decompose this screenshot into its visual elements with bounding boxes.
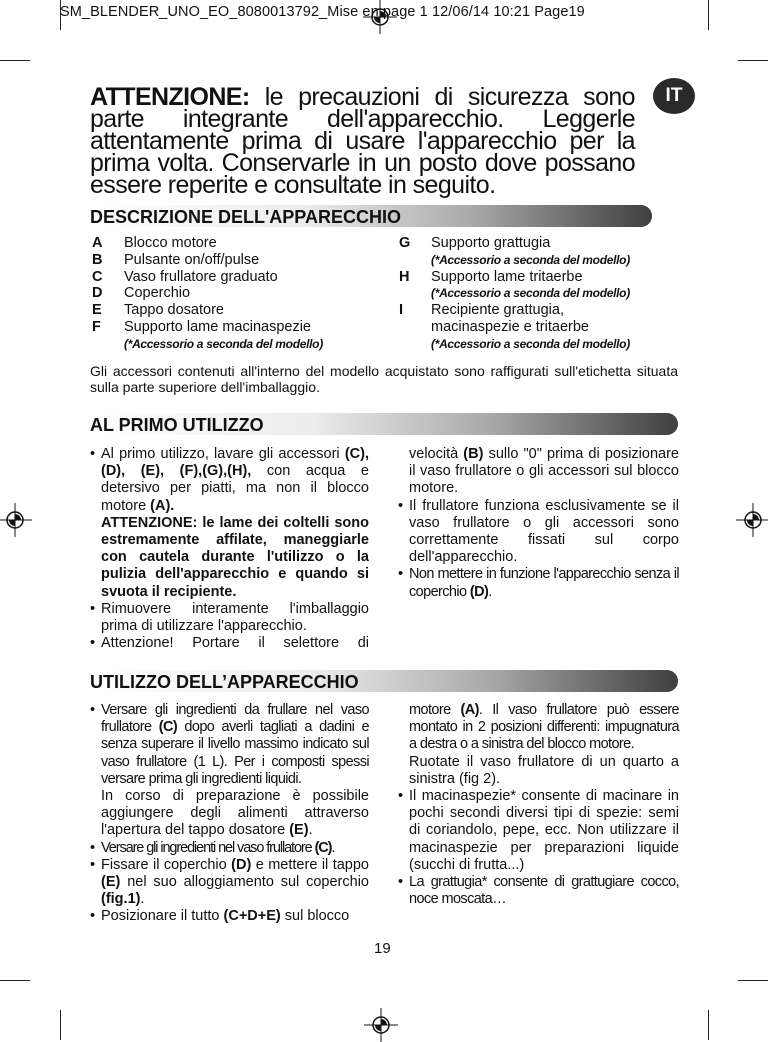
list-item-continued: motore (A). Il vaso frullatore può essere montato in 2 posizioni differenti: impugnatura a destra o a sinistra del blocco motore.: [409, 702, 679, 753]
list-item-paragraph: Ruotate il vaso frullatore di un quarto a sinistra (fig 2).: [409, 753, 679, 787]
crop-mark: [738, 60, 768, 61]
list-item: A Blocco motore: [92, 235, 217, 251]
list-item: D Coperchio: [92, 285, 191, 302]
list-item-paragraph: In corso di preparazione è possibile aggiungere degli alimenti attraverso l'apertura del tappo dosatore (E).: [101, 788, 369, 839]
list-item: • Al primo utilizzo, lavare gli accessori (C),(D), (E), (F),(G),(H), con acqua e detersivo per piatti, ma non il blocco motore (A).: [90, 446, 369, 515]
list-item: H Supporto lame tritaerbe: [399, 268, 583, 285]
page-number: 19: [374, 940, 391, 957]
crop-mark: [0, 60, 30, 61]
section-header-first-use: [88, 413, 678, 435]
accessories-note: Gli accessori contenuti all'interno del modello acquistato sono raffigurati sull'etichetta situata sulla parte superiore dell'imballaggio.: [90, 363, 678, 395]
use-column-right: [398, 702, 679, 908]
list-item: • Posizionare il tutto (C+D+E) sul blocco: [90, 908, 369, 925]
crop-mark: [60, 1010, 61, 1040]
list-item: G Supporto grattugia: [399, 235, 551, 251]
registration-mark-icon: [364, 1008, 398, 1042]
language-badge: IT: [653, 78, 695, 114]
slug-line: SM_BLENDER_UNO_EO_8080013792_Mise en page 1 12/06/14 10:21 Page19: [60, 4, 585, 20]
list-item: • Versare gli ingredienti da frullare nel vaso frullatore (C) dopo averli tagliati a dadini e senza superare il livello massimo indicato sul vaso frullatore (1 L). Per i composti spessi versare prima gli ingredienti liquidi.: [90, 702, 369, 788]
safety-intro: [90, 83, 635, 199]
list-item: • Il macinaspezie* consente di macinare in pochi secondi diversi tipi di spezie: semi di coriandolo, pepe, ecc. Non utilizzare il macinaspezie per preparazioni liquide (succhi di frutta...): [398, 788, 679, 874]
first-use-column-left: [90, 446, 369, 652]
list-item: E Tappo dosatore: [92, 302, 224, 319]
list-item: C Vaso frullatore graduato: [92, 268, 278, 285]
list-item: I Recipiente grattugia,: [399, 302, 564, 319]
registration-mark-icon: [736, 503, 768, 537]
list-item: B Pulsante on/off/pulse: [92, 251, 260, 268]
list-item: • Fissare il coperchio (D) e mettere il tappo (E) nel suo alloggiamento sul coperchio (fig.1).: [90, 857, 369, 909]
list-item: F Supporto lame macinaspezie: [92, 318, 311, 335]
list-item: • La grattugia* consente di grattugiare cocco, noce moscata…: [398, 874, 679, 908]
section-title: UTILIZZO DELL’APPARECCHIO: [90, 672, 359, 692]
use-column-left: [90, 702, 369, 926]
section-header-description: [88, 205, 652, 227]
accessory-note: (*Accessorio a seconda del modello): [431, 252, 630, 267]
list-item: • Rimuovere interamente l'imballaggio prima di utilizzare l'apparecchio.: [90, 601, 369, 635]
list-item: macinaspezie e tritaerbe: [431, 318, 589, 335]
intro-label: ATTENZIONE:: [90, 83, 250, 111]
list-item-continued: velocità (B) sullo "0" prima di posizionare il vaso frullatore o gli accessori sul blocco motore.: [409, 446, 679, 497]
accessory-note: (*Accessorio a seconda del modello): [431, 286, 630, 301]
parts-list-right: [397, 235, 687, 353]
section-title: AL PRIMO UTILIZZO: [90, 415, 264, 435]
list-item: • Attenzione! Portare il selettore di: [90, 635, 369, 652]
crop-mark: [0, 980, 30, 981]
list-item: • Non mettere in funzione l'apparecchio senza il coperchio (D).: [398, 566, 679, 600]
section-title: DESCRIZIONE DELL'APPARECCHIO: [90, 207, 401, 227]
intro-text: le precauzioni di sicurezza sono parte integrante dell'apparecchio. Leggerle attentamente prima di usare l'apparecchio per la prima volta. Conservarle in un posto dove possano essere reperite e consultate in seguito.: [90, 83, 635, 199]
section-header-use: [88, 670, 678, 692]
crop-mark: [708, 0, 709, 30]
list-item: • Versare gli ingredienti nel vaso frullatore (C).: [90, 840, 369, 857]
crop-mark: [708, 1010, 709, 1040]
registration-mark-icon: [0, 503, 32, 537]
warning-text: ATTENZIONE: le lame dei coltelli sono estremamente affilate, maneggiarle con cautela durante l'utilizzo o la pulizia dell'apparecchio e quando si svuota il recipiente.: [101, 514, 369, 600]
accessory-note: (*Accessorio a seconda del modello): [431, 336, 630, 351]
crop-mark: [738, 980, 768, 981]
accessory-note: (*Accessorio a seconda del modello): [124, 336, 323, 351]
first-use-column-right: [398, 446, 679, 601]
parts-list-left: [90, 235, 390, 353]
list-item: • Il frullatore funziona esclusivamente se il vaso frullatore o gli accessori sono correttamente fissati sul corpo dell'apparecchio.: [398, 498, 679, 567]
